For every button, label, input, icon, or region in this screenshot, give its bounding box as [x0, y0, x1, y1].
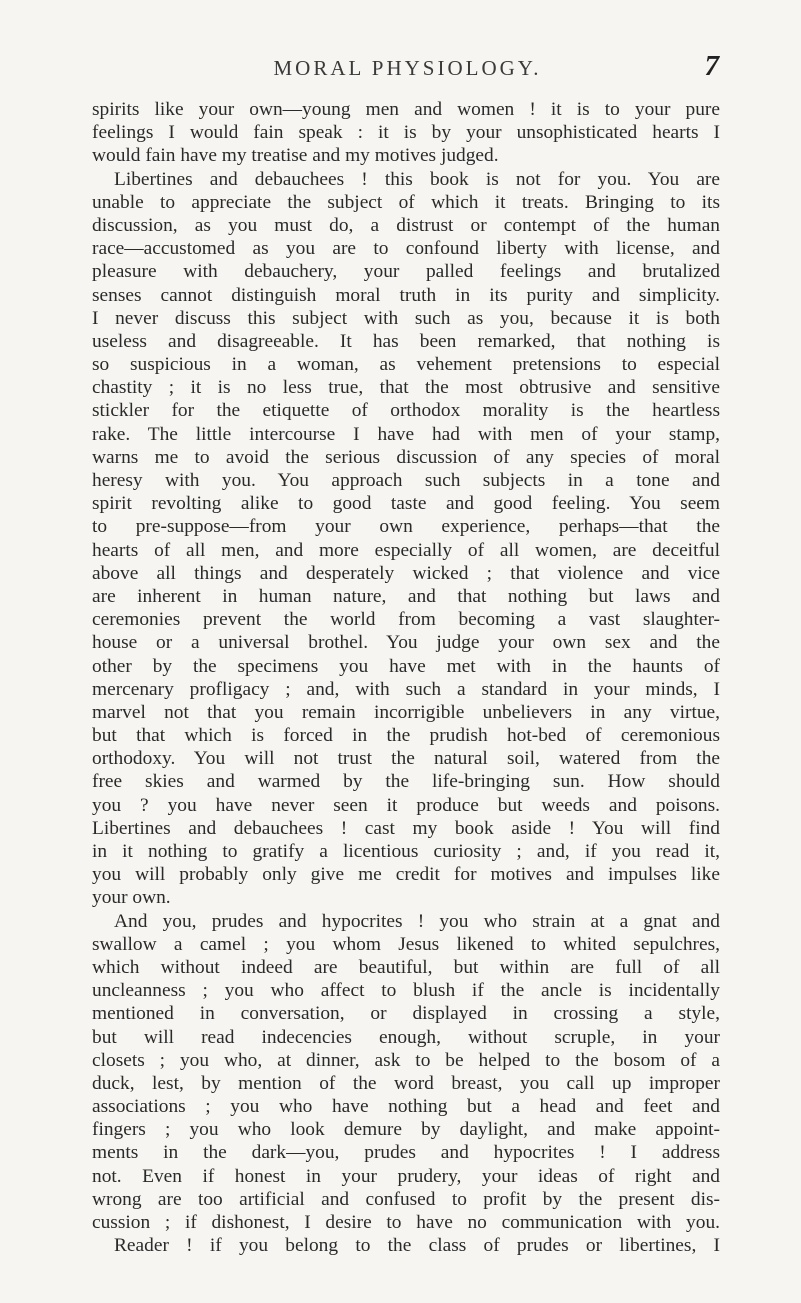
text-line: useless and disagreeable. It has been remarked, that nothing is	[92, 330, 720, 352]
text-line: in it nothing to gratify a licentious curiosity ; and, if you read it,	[92, 841, 720, 862]
text-line: closets ; you who, at dinner, ask to be helped to the bosom of a	[92, 1049, 720, 1071]
text-line: other by the specimens you have met with in the haunts of	[92, 655, 720, 677]
text-line: spirits like your own—young men and women ! it is to your pure	[92, 99, 720, 120]
text-line: Libertines and debauchees ! this book is not for you. You are	[114, 168, 720, 190]
text-line: mercenary profligacy ; and, with such a standard in your minds, I	[92, 678, 720, 700]
text-line: discussion, as you must do, a distrust or contempt of the human	[92, 214, 720, 236]
text-line: but that which is forced in the prudish hot-bed of ceremonious	[92, 725, 720, 747]
text-line: wrong are too artificial and confused to profit by the present dis-	[92, 1188, 720, 1210]
text-line: hearts of all men, and more especially of all women, are deceitful	[92, 539, 720, 561]
text-line: above all things and desperately wicked ; that violence and vice	[92, 562, 720, 584]
text-line: race—accustomed as you are to confound liberty with license, and	[92, 238, 720, 260]
text-line: pleasure with debauchery, your palled feelings and brutalized	[92, 261, 720, 283]
text-line: your own.	[92, 887, 171, 909]
text-line: would fain have my treatise and my motives judged.	[92, 145, 499, 167]
text-line: not. Even if honest in your prudery, your ideas of right and	[92, 1165, 720, 1187]
text-line: Libertines and debauchees ! cast my book aside ! You will find	[92, 817, 720, 839]
text-line: associations ; you who have nothing but a head and feet and	[92, 1096, 720, 1118]
text-line: free skies and warmed by the life-bringing sun. How should	[92, 771, 720, 793]
text-line: chastity ; it is no less true, that the most obtrusive and sensitive	[92, 377, 720, 399]
running-head	[0, 50, 801, 90]
text-line: orthodoxy. You will not trust the natural soil, watered from the	[92, 748, 720, 770]
text-line: stickler for the etiquette of orthodox morality is the heartless	[92, 400, 720, 422]
text-line: you will probably only give me credit for motives and impulses like	[92, 864, 720, 886]
text-line: warns me to avoid the serious discussion of any species of moral	[92, 446, 720, 468]
page-number: 7	[704, 50, 719, 82]
text-line: ceremonies prevent the world from becoming a vast slaughter-	[92, 609, 720, 631]
text-line: which without indeed are beautiful, but within are full of all	[92, 956, 720, 978]
running-title: MORAL PHYSIOLOGY.	[273, 56, 542, 80]
text-line: to pre-suppose—from your own experience, perhaps—that the	[92, 516, 720, 538]
text-line: house or a universal brothel. You judge your own sex and the	[92, 632, 720, 654]
text-line: so suspicious in a woman, as vehement pretensions to especial	[92, 354, 720, 376]
text-line: you ? you have never seen it produce but weeds and poisons.	[92, 794, 720, 816]
text-line: Reader ! if you belong to the class of prudes or libertines, I	[114, 1235, 720, 1257]
text-line: And you, prudes and hypocrites ! you who strain at a gnat and	[114, 910, 720, 932]
text-line: uncleanness ; you who affect to blush if the ancle is incidentally	[92, 980, 720, 1002]
text-line: heresy with you. You approach such subjects in a tone and	[92, 470, 720, 491]
text-line: spirit revolting alike to good taste and good feeling. You seem	[92, 493, 720, 515]
text-line: are inherent in human nature, and that nothing but laws and	[92, 585, 720, 607]
text-line: mentioned in conversation, or displayed in crossing a style,	[92, 1003, 720, 1025]
text-line: fingers ; you who look demure by daylight, and make appoint-	[92, 1119, 720, 1141]
text-line: rake. The little intercourse I have had with men of your stamp,	[92, 423, 720, 445]
body-text	[92, 98, 720, 1257]
text-line: swallow a camel ; you whom Jesus likened to whited sepulchres,	[92, 933, 720, 955]
text-line: feelings I would fain speak : it is by your unsophisticated hearts I	[92, 122, 720, 144]
text-line: duck, lest, by mention of the word breast, you call up improper	[92, 1072, 720, 1094]
text-line: unable to appreciate the subject of which it treats. Bringing to its	[92, 191, 720, 213]
text-line: ments in the dark—you, prudes and hypocrites ! I address	[92, 1142, 720, 1164]
text-line: but will read indecencies enough, without scruple, in your	[92, 1026, 720, 1048]
text-line: I never discuss this subject with such as you, because it is both	[92, 307, 720, 329]
text-line: senses cannot distinguish moral truth in its purity and simplicity.	[92, 284, 720, 306]
text-line: marvel not that you remain incorrigible unbelievers in any virtue,	[92, 701, 720, 723]
text-line: cussion ; if dishonest, I desire to have no communication with you.	[92, 1212, 720, 1233]
